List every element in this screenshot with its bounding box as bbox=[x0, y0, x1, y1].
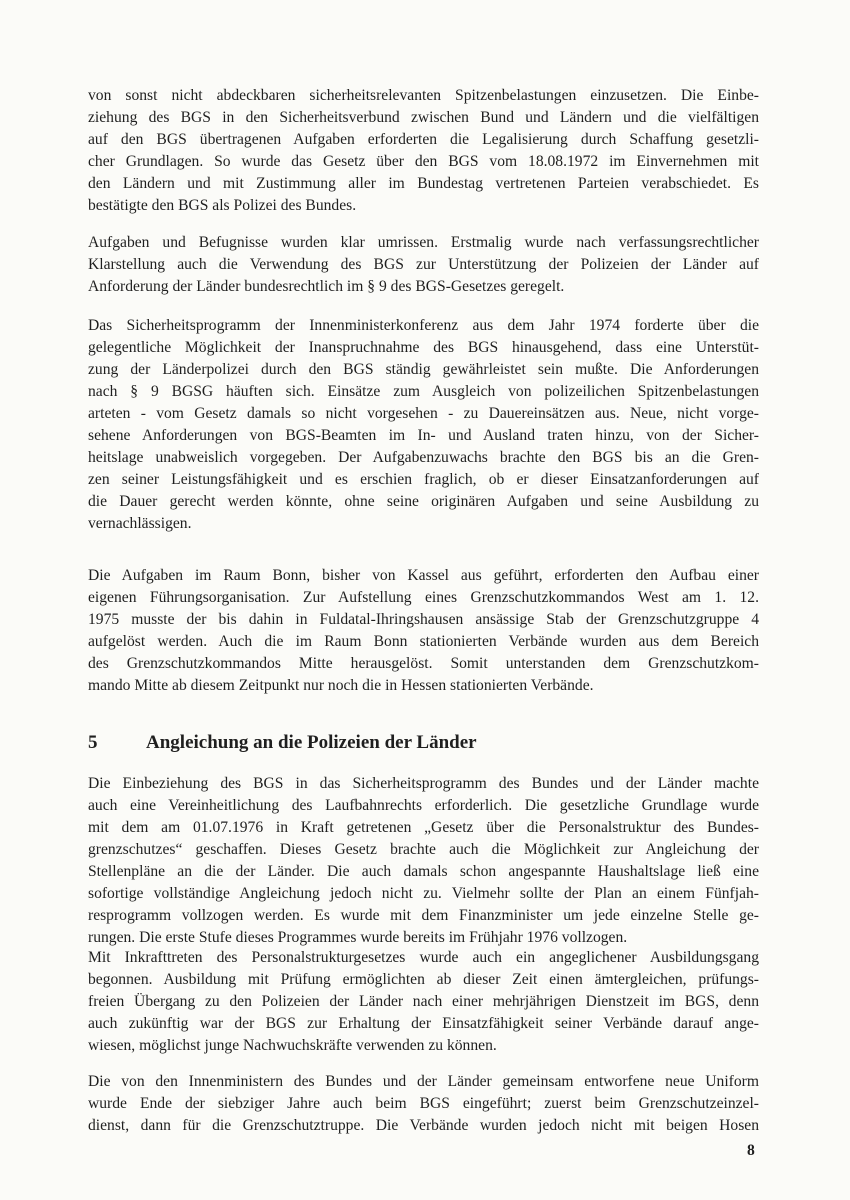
text-line: den Ländern und mit Zustimmung aller im Bundestag vertretenen Parteien verabschiedet. Es bbox=[88, 175, 759, 192]
text-line: Die Einbeziehung des BGS in das Sicherheitsprogramm des Bundes und der Länder machte bbox=[88, 775, 759, 792]
text-line: von sonst nicht abdeckbaren sicherheitsrelevanten Spitzenbelastungen einzusetzen. Die Einbe- bbox=[88, 87, 759, 104]
text-line: freien Übergang zu den Polizeien der Länder nach einer mehrjährigen Dienstzeit im BGS, denn bbox=[88, 993, 759, 1010]
text-line: arteten - vom Gesetz damals so nicht vorgesehen - zu Dauereinsätzen aus. Neue, nicht vorge- bbox=[88, 405, 759, 422]
text-line: zung der Länderpolizei durch den BGS ständig gewährleistet sein mußte. Die Anforderungen bbox=[88, 361, 759, 378]
text-line: Stellenpläne an die der Länder. Die auch damals schon angespannte Haushaltslage ließ eine bbox=[88, 863, 759, 880]
text-line: Aufgaben und Befugnisse wurden klar umrissen. Erstmalig wurde nach verfassungsrechtlicher bbox=[88, 234, 759, 251]
text-line: bestätigte den BGS als Polizei des Bundes. bbox=[88, 197, 357, 214]
text-line: Klarstellung auch die Verwendung des BGS zur Unterstützung der Polizeien der Länder auf bbox=[88, 256, 759, 273]
text-line: Die von den Innenministern des Bundes und der Länder gemeinsam entworfene neue Uniform bbox=[88, 1073, 759, 1090]
text-line: auch zukünftig war der BGS zur Erhaltung der Einsatzfähigkeit seiner Verbände darauf ange- bbox=[88, 1015, 759, 1032]
section-title: Angleichung an die Polizeien der Länder bbox=[146, 732, 477, 753]
text-line: cher Grundlagen. So wurde das Gesetz über den BGS vom 18.08.1972 im Einvernehmen mit bbox=[88, 153, 759, 170]
text-line: mando Mitte ab diesem Zeitpunkt nur noch die in Hessen stationierten Verbände. bbox=[88, 677, 594, 694]
text-line: gelegentliche Möglichkeit der Inanspruchnahme des BGS hinausgehend, dass eine Unterstüt- bbox=[88, 339, 759, 356]
text-line: dienst, dann für die Grenzschutztruppe. Die Verbände wurden jedoch nicht mit beigen Hosen bbox=[88, 1117, 759, 1134]
text-line: begonnen. Ausbildung mit Prüfung ermöglichten ab dieser Zeit einen ämtergleichen, prüfungs- bbox=[88, 971, 759, 988]
text-line: Mit Inkrafttreten des Personalstrukturgesetzes wurde auch ein angeglichener Ausbildungsgang bbox=[88, 949, 759, 966]
text-line: des Grenzschutzkommandos Mitte herausgelöst. Somit unterstanden dem Grenzschutzkom- bbox=[88, 655, 759, 672]
text-line: resprogramm vollzogen werden. Es wurde mit dem Finanzminister um jede einzelne Stelle ge- bbox=[88, 907, 759, 924]
text-line: sehene Anforderungen von BGS-Beamten im In- und Ausland traten hinzu, von der Sicher- bbox=[88, 427, 759, 444]
section-heading bbox=[88, 731, 477, 755]
text-line: auch eine Vereinheitlichung des Laufbahnrechts erforderlich. Die gesetzliche Grundlage wurde bbox=[88, 797, 759, 814]
text-line: zen seiner Leistungsfähigkeit und es erschien fraglich, ob er dieser Einsatzanforderungen auf bbox=[88, 471, 759, 488]
text-line: sofortige vollständige Angleichung jedoch nicht zu. Vielmehr sollte der Plan an einem Fünfjah- bbox=[88, 885, 759, 902]
text-line: Anforderung der Länder bundesrechtlich im § 9 des BGS-Gesetzes geregelt. bbox=[88, 278, 565, 295]
text-line: auf den BGS übertragenen Aufgaben erforderten die Legalisierung durch Schaffung gesetzli- bbox=[88, 131, 759, 148]
text-line: mit dem am 01.07.1976 in Kraft getretenen „Gesetz über die Personalstruktur des Bundes- bbox=[88, 819, 759, 836]
text-line: wurde Ende der siebziger Jahre auch beim BGS eingeführt; zuerst beim Grenzschutzeinzel- bbox=[88, 1095, 759, 1112]
text-line: aufgelöst werden. Auch die im Raum Bonn stationierten Verbände wurden aus dem Bereich bbox=[88, 633, 759, 650]
text-line: rungen. Die erste Stufe dieses Programmes wurde bereits im Frühjahr 1976 vollzogen. bbox=[88, 929, 628, 946]
page-number: 8 bbox=[747, 1142, 755, 1159]
text-line: ziehung des BGS in den Sicherheitsverbund zwischen Bund und Ländern und die vielfältigen bbox=[88, 109, 759, 126]
text-line: wiesen, möglichst junge Nachwuchskräfte verwenden zu können. bbox=[88, 1037, 497, 1054]
text-line: Die Aufgaben im Raum Bonn, bisher von Kassel aus geführt, erforderten den Aufbau einer bbox=[88, 567, 759, 584]
text-line: grenzschutzes“ geschaffen. Dieses Gesetz brachte auch die Möglichkeit zur Angleichung der bbox=[88, 841, 759, 858]
text-line: nach § 9 BGSG häuften sich. Einsätze zum Ausgleich von polizeilichen Spitzenbelastungen bbox=[88, 383, 759, 400]
section-number: 5 bbox=[88, 732, 98, 753]
text-line: 1975 musste der bis dahin in Fuldatal-Ihringshausen ansässige Stab der Grenzschutzgruppe 4 bbox=[88, 611, 759, 628]
text-line: vernachlässigen. bbox=[88, 515, 192, 532]
text-line: Das Sicherheitsprogramm der Innenministerkonferenz aus dem Jahr 1974 forderte über die bbox=[88, 317, 759, 334]
text-line: die Dauer gerecht werden könnte, ohne seine originären Aufgaben und seine Ausbildung zu bbox=[88, 493, 759, 510]
text-line: heitslage unabweislich vorgegeben. Der Aufgabenzuwachs brachte den BGS bis an die Gren- bbox=[88, 449, 759, 466]
text-line: eigenen Führungsorganisation. Zur Aufstellung eines Grenzschutzkommandos West am 1. 12. bbox=[88, 589, 759, 606]
